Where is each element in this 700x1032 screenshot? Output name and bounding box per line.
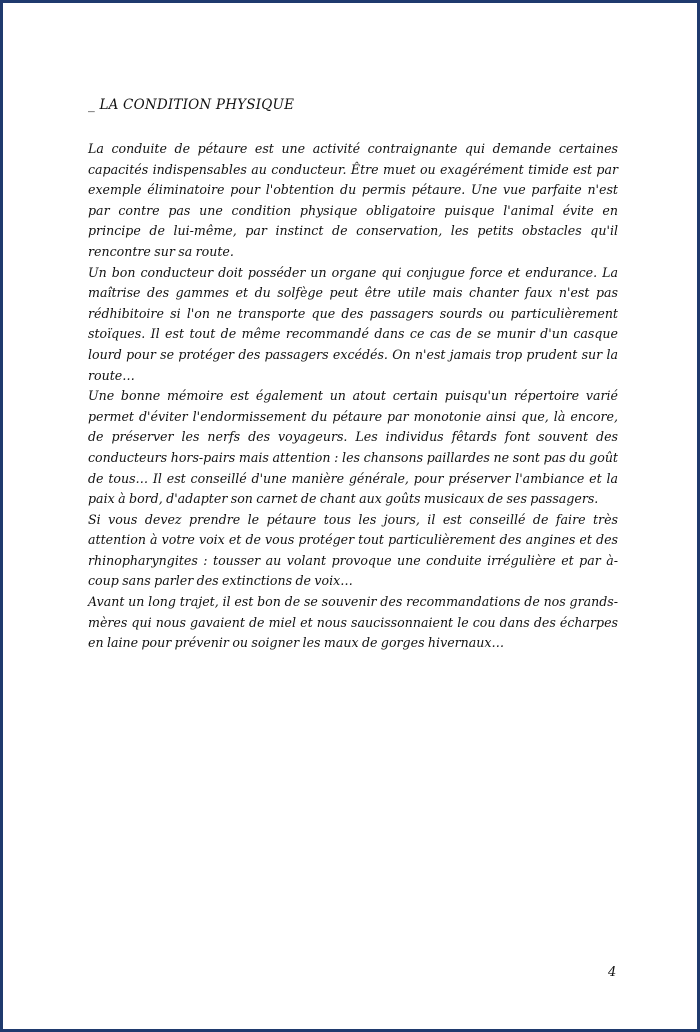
paragraph-voice-organ: Un bon conducteur doit posséder un organe qui conjugue force et endurance. La maîtrise des gammes et du solfège peut être utile mais chanter faux n'est pas rédhibitoire si l'on ne transporte que des passagers sourds ou particulièrement stoïques. Il est tout de même recommandé dans ce cas de se munir d'un casque lourd pour se protéger des passagers excédés. On n'est jamais trop prudent sur la route… — [88, 264, 618, 383]
section-heading: _ LA CONDITION PHYSIQUE — [88, 97, 295, 113]
paragraph-memory-repertoire: Une bonne mémoire est également un atout certain puisqu'un répertoire varié permet d'éviter l'endormissement du pétaure par monotonie ainsi que, là encore, de préserver les nerfs des voyageurs. Les individus fêtards font souvent des conducteurs hors-pairs mais attention : les chansons paillardes ne sont pas du goût de tous… Il est conseillé d'une manière générale, pour préserver l'ambiance et la paix à bord, d'adapter son carnet de chant aux goûts musicaux de ses passagers. — [88, 388, 618, 507]
paragraph-grandmother-advice: Avant un long trajet, il est bon de se souvenir des recommandations de nos grands-mères qui nous gavaient de miel et nous saucissonnaient le cou dans des écharpes en laine pour prévenir ou soigner les maux de gorges hivernaux… — [88, 594, 618, 651]
paragraph-vision-conditions: La conduite de pétaure est une activité contraignante qui demande certaines capacités indispensables au conducteur. Être muet ou exagérément timide est par exemple éliminatoire pour l'obtention du permis pétaure. Une vue parfaite n'est par contre pas une condition physique obligatoire puisque l'animal évite en principe de lui-même, par instinct de conservation, les petits obstacles qu'il rencontre sur sa route. — [88, 141, 618, 259]
page-content — [88, 95, 618, 654]
page-number: 4 — [608, 965, 617, 980]
paragraph-voice-care: Si vous devez prendre le pétaure tous les jours, il est conseillé de faire très attention à votre voix et de vous protéger tout particulièrement des angines et des rhinopharyngites : tousser au volant provoque une conduite irrégulière et par à-coup sans parler des extinctions de voix… — [88, 511, 618, 589]
